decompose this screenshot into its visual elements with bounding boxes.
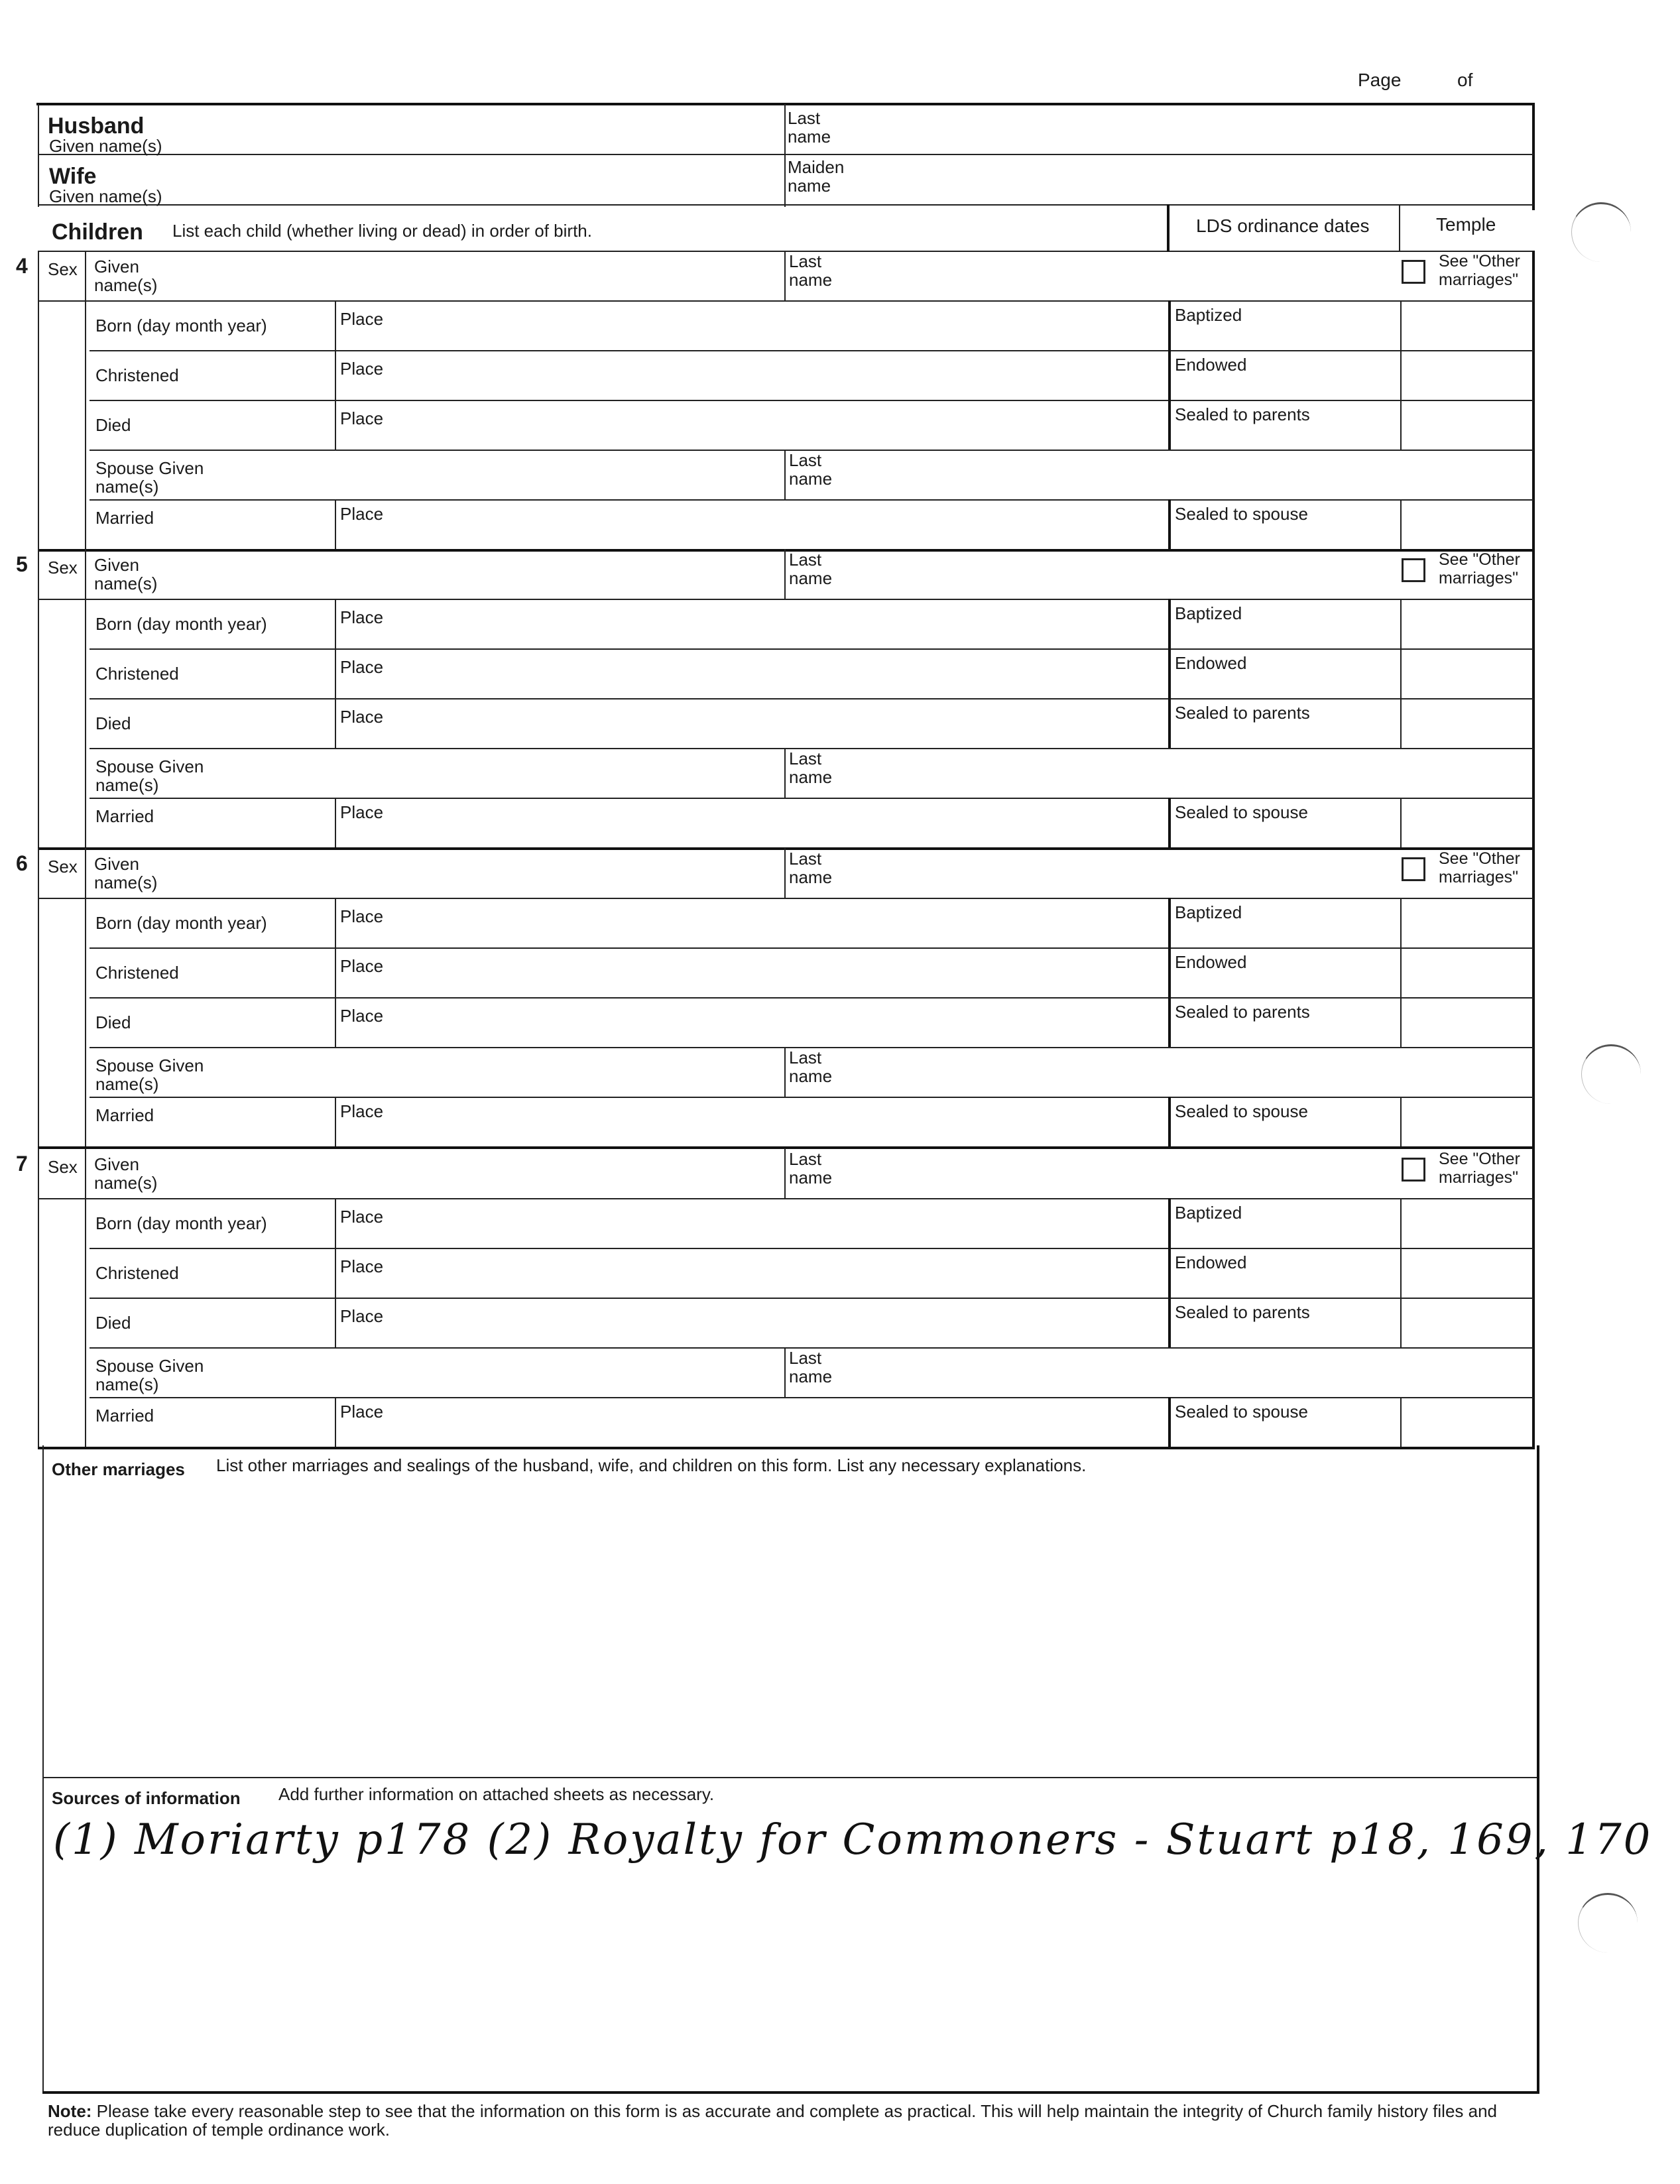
child-7-spouse-last-label: Last name [789, 1348, 833, 1386]
child-5-sealed-spouse-label: Sealed to spouse [1175, 802, 1308, 822]
child-5-see-other-label: See "Other marriages" [1439, 550, 1520, 587]
child-4-married-label: Married [95, 508, 154, 528]
child-7-sealed_parents-temple-field[interactable] [1403, 1300, 1530, 1345]
lds-ordinance-label: LDS ordinance dates [1196, 215, 1370, 236]
child-6-number: 6 [16, 851, 28, 875]
wife-maiden-label: Maiden name [788, 157, 845, 196]
child-6-died-place-label: Place [340, 1006, 384, 1026]
child-6-died-label: Died [95, 1012, 131, 1032]
child-5-died-place-label: Place [340, 707, 384, 727]
child-6-sealed_parents-label: Sealed to parents [1175, 1002, 1310, 1022]
child-6-sealed-spouse-label: Sealed to spouse [1175, 1101, 1308, 1121]
sources-handwritten: (1) Moriarty p178 (2) Royalty for Commoners - Stuart p18, 169, 170 [53, 1815, 1653, 1864]
child-5-baptized-temple-field[interactable] [1403, 601, 1530, 646]
child-4-name-field[interactable] [877, 253, 1381, 298]
child-6-endowed-label: Endowed [1175, 952, 1247, 972]
child-5-married-label: Married [95, 806, 154, 826]
other-marriages-instruction: List other marriages and sealings of the husband, wife, and children on this form. List any necessary explanations. [216, 1455, 1087, 1475]
child-7-died-place-field[interactable] [337, 1324, 1164, 1345]
husband-given-label: Given name(s) [49, 136, 162, 156]
child-6-spouse-label: Spouse Given name(s) [95, 1056, 204, 1094]
child-5-baptized-label: Baptized [1175, 603, 1242, 623]
child-6-christened-label: Christened [95, 963, 179, 983]
temple-label: Temple [1436, 214, 1496, 235]
child-6-born-label: Born (day month year) [95, 913, 267, 933]
other-marriages-title: Other marriages [52, 1459, 185, 1479]
child-5-christened-place-field[interactable] [337, 675, 1164, 696]
binder-hole-bottom [1578, 1893, 1638, 1953]
child-4-endowed-label: Endowed [1175, 355, 1247, 375]
child-5-born-place-label: Place [340, 607, 384, 627]
of-label: of [1457, 70, 1473, 90]
child-7-christened-place-field[interactable] [337, 1274, 1164, 1296]
sources-instruction: Add further information on attached sheets as necessary. [278, 1784, 715, 1804]
child-6-name-field[interactable] [877, 851, 1381, 895]
child-7-endowed-temple-field[interactable] [1403, 1250, 1530, 1295]
child-6-married-label: Married [95, 1105, 154, 1125]
child-6-baptized-temple-field[interactable] [1403, 900, 1530, 945]
child-4-last-label: Last name [789, 251, 833, 290]
child-5-number: 5 [16, 552, 28, 576]
child-7-died-place-label: Place [340, 1306, 384, 1326]
child-5-given-label: Given name(s) [94, 555, 158, 593]
child-6-baptized-label: Baptized [1175, 902, 1242, 922]
child-7-born-place-label: Place [340, 1207, 384, 1227]
child-7-other-marriages-checkbox[interactable] [1402, 1158, 1425, 1182]
child-4-endowed-temple-field[interactable] [1403, 353, 1530, 397]
child-4-sex-label: Sex [48, 259, 78, 279]
child-7-born-place-field[interactable] [337, 1225, 1164, 1246]
child-4-christened-place-field[interactable] [337, 377, 1164, 398]
husband-name-field[interactable] [875, 106, 1531, 152]
child-7-last-label: Last name [789, 1149, 833, 1187]
child-7-given-label: Given name(s) [94, 1154, 158, 1193]
child-5-name-field[interactable] [877, 552, 1381, 596]
child-4-baptized-temple-field[interactable] [1403, 303, 1530, 347]
other-marriages-area[interactable] [46, 1485, 1531, 1770]
child-7-baptized-temple-field[interactable] [1403, 1201, 1530, 1245]
child-5-born-place-field[interactable] [337, 625, 1164, 646]
child-6-spouse-last-label: Last name [789, 1048, 833, 1086]
wife-given-label: Given name(s) [49, 186, 162, 206]
child-4-died-place-label: Place [340, 408, 384, 428]
child-4-christened-place-label: Place [340, 359, 384, 379]
child-4-born-place-field[interactable] [337, 327, 1164, 348]
child-6-given-label: Given name(s) [94, 854, 158, 892]
child-7-sealed_parents-label: Sealed to parents [1175, 1302, 1310, 1322]
child-4-baptized-label: Baptized [1175, 305, 1242, 325]
child-6-last-label: Last name [789, 849, 833, 887]
child-6-sex-label: Sex [48, 857, 78, 877]
child-6-christened-place-label: Place [340, 956, 384, 976]
child-6-sealed_parents-temple-field[interactable] [1403, 1000, 1530, 1044]
child-7-number: 7 [16, 1152, 28, 1176]
child-5-born-label: Born (day month year) [95, 614, 267, 634]
wife-name-field[interactable] [875, 156, 1531, 203]
child-6-christened-place-field[interactable] [337, 974, 1164, 995]
child-4-sealed_parents-label: Sealed to parents [1175, 404, 1310, 424]
husband-section [48, 114, 144, 138]
child-4-sealed_parents-temple-field[interactable] [1403, 402, 1530, 447]
child-7-married-place-label: Place [340, 1402, 384, 1422]
child-5-christened-place-label: Place [340, 657, 384, 677]
child-6-married-place-label: Place [340, 1101, 384, 1121]
child-7-name-field[interactable] [877, 1151, 1381, 1195]
child-4-born-label: Born (day month year) [95, 316, 267, 335]
child-5-last-label: Last name [789, 550, 833, 588]
child-5-sealed_parents-temple-field[interactable] [1403, 701, 1530, 745]
child-5-endowed-temple-field[interactable] [1403, 651, 1530, 696]
child-6-born-place-field[interactable] [337, 924, 1164, 945]
binder-hole-top [1571, 202, 1631, 262]
child-5-christened-label: Christened [95, 664, 179, 684]
child-7-married-label: Married [95, 1406, 154, 1426]
page-label: Page [1358, 70, 1402, 90]
child-7-born-label: Born (day month year) [95, 1213, 267, 1233]
child-5-sealed_parents-label: Sealed to parents [1175, 703, 1310, 723]
child-5-other-marriages-checkbox[interactable] [1402, 558, 1425, 582]
child-4-given-label: Given name(s) [94, 257, 158, 295]
child-4-spouse-label: Spouse Given name(s) [95, 458, 204, 497]
child-6-see-other-label: See "Other marriages" [1439, 849, 1520, 886]
child-4-died-place-field[interactable] [337, 426, 1164, 448]
child-7-see-other-label: See "Other marriages" [1439, 1150, 1520, 1187]
children-title: Children [52, 219, 143, 245]
child-5-died-place-field[interactable] [337, 725, 1164, 746]
child-4-sealed-spouse-label: Sealed to spouse [1175, 504, 1308, 524]
husband-last-label: Last name [788, 108, 831, 147]
child-5-spouse-last-label: Last name [789, 749, 833, 787]
child-5-sex-label: Sex [48, 558, 78, 577]
child-4-spouse-last-label: Last name [789, 450, 833, 489]
child-4-christened-label: Christened [95, 365, 179, 385]
child-7-baptized-label: Baptized [1175, 1203, 1242, 1223]
child-6-born-place-label: Place [340, 906, 384, 926]
child-4-born-place-label: Place [340, 309, 384, 329]
child-7-christened-label: Christened [95, 1263, 179, 1283]
sources-area[interactable] [46, 1803, 1531, 2089]
child-5-died-label: Died [95, 713, 131, 733]
child-4-married-place-label: Place [340, 504, 384, 524]
child-6-died-place-field[interactable] [337, 1024, 1164, 1045]
husband-title: Husband [48, 113, 145, 139]
note: Note: Please take every reasonable step to see that the information on this form is as accurate and complete as practical. This will help maintain the integrity of Church family history files and reduce duplication of temple ordinance work. [48, 2101, 1498, 2140]
child-5-spouse-label: Spouse Given name(s) [95, 757, 204, 795]
child-4-number: 4 [16, 254, 28, 278]
binder-hole-middle [1581, 1044, 1641, 1104]
child-4-died-label: Died [95, 415, 131, 435]
sources-title: Sources of information [52, 1788, 241, 1808]
note-text: Please take every reasonable step to see that the information on this form is as accurate and complete as practical. This will help maintain the integrity of Church family history files and reduce duplication of temple ordinance work. [48, 2101, 1498, 2140]
child-7-spouse-label: Spouse Given name(s) [95, 1356, 204, 1394]
child-5-endowed-label: Endowed [1175, 653, 1247, 673]
children-instruction: List each child (whether living or dead) in order of birth. [172, 221, 592, 241]
child-7-sealed-spouse-label: Sealed to spouse [1175, 1402, 1308, 1422]
child-7-endowed-label: Endowed [1175, 1252, 1247, 1272]
wife-title: Wife [49, 164, 97, 189]
child-6-endowed-temple-field[interactable] [1403, 950, 1530, 995]
child-7-died-label: Died [95, 1313, 131, 1333]
child-5-married-place-label: Place [340, 802, 384, 822]
child-7-sex-label: Sex [48, 1157, 78, 1177]
child-4-other-marriages-checkbox[interactable] [1402, 260, 1425, 284]
child-7-christened-place-label: Place [340, 1256, 384, 1276]
child-4-see-other-label: See "Other marriages" [1439, 252, 1520, 289]
child-6-other-marriages-checkbox[interactable] [1402, 857, 1425, 881]
